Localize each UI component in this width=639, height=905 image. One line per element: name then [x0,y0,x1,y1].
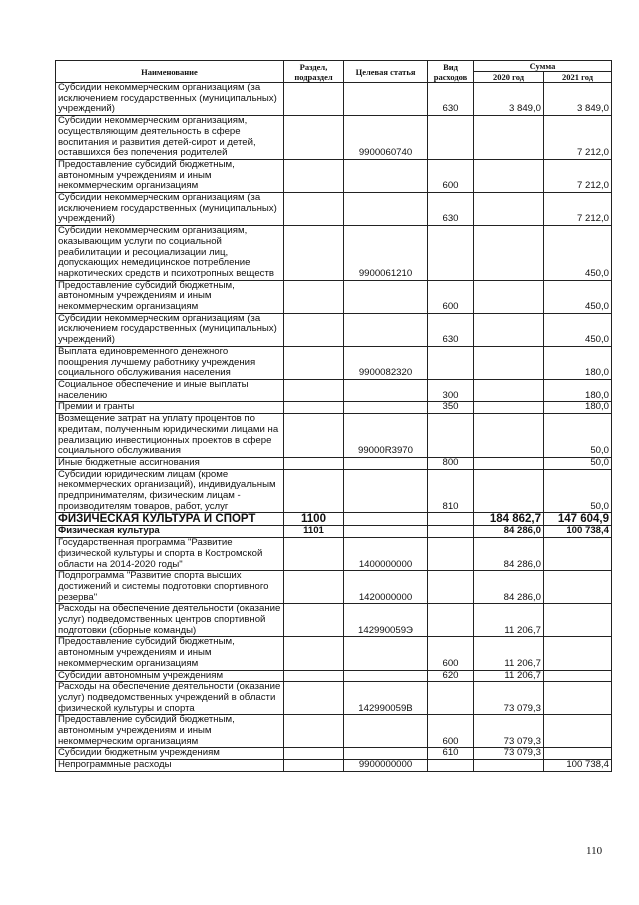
cell-name: Физическая культура [56,526,284,538]
cell-name: Субсидии некоммерческим организациям (за исключением государственных (муниципальных) учреждений) [56,313,284,346]
cell-target: 99000R3970 [344,414,428,458]
table-row [56,513,612,526]
cell-2020 [474,457,544,469]
table-row [56,280,612,313]
cell-2020 [474,346,544,379]
header-year-2021: 2021 год [544,72,612,83]
table-row [56,313,612,346]
cell-section [284,670,344,682]
cell-name: Субсидии бюджетным учреждениям [56,748,284,760]
cell-type [428,526,474,538]
cell-section [284,571,344,604]
cell-2021 [544,682,612,715]
cell-type [428,226,474,281]
cell-2021: 450,0 [544,226,612,281]
table-row [56,715,612,748]
cell-name: Подпрограмма "Развитие спорта высших достижений и системы подготовки спортивного резерва" [56,571,284,604]
table-row [56,637,612,670]
table-row [56,469,612,513]
cell-target [344,402,428,414]
cell-target [344,513,428,526]
cell-section [284,402,344,414]
cell-name: Субсидии автономным учреждениям [56,670,284,682]
cell-2020: 84 286,0 [474,571,544,604]
table-row [56,159,612,192]
cell-section [284,414,344,458]
cell-target [344,457,428,469]
table-row [56,760,612,772]
cell-name: Непрограммные расходы [56,760,284,772]
cell-name: Предоставление субсидий бюджетным, автономным учреждениям и иным некоммерческим организациям [56,280,284,313]
cell-target [344,469,428,513]
cell-2021: 100 738,4 [544,760,612,772]
cell-section [284,604,344,637]
budget-table-sheet [55,60,611,772]
cell-2020: 84 286,0 [474,526,544,538]
cell-2021: 450,0 [544,280,612,313]
cell-type: 610 [428,748,474,760]
cell-2020: 84 286,0 [474,538,544,571]
cell-target [344,715,428,748]
table-row [56,83,612,116]
table-row [56,457,612,469]
cell-section [284,469,344,513]
cell-2021: 7 212,0 [544,159,612,192]
cell-name: Субсидии некоммерческим организациям, оказывающим услуги по социальной реабилитации и ресоциализации лиц, допускающих немедицинское потребление наркотических средств и психотропных веществ [56,226,284,281]
cell-target [344,159,428,192]
cell-2020 [474,402,544,414]
cell-section [284,226,344,281]
cell-2021: 147 604,9 [544,513,612,526]
cell-type [428,414,474,458]
cell-2021: 50,0 [544,414,612,458]
cell-2020 [474,469,544,513]
table-row [56,670,612,682]
cell-target: 9900000000 [344,760,428,772]
cell-section: 1101 [284,526,344,538]
cell-name: Предоставление субсидий бюджетным, автономным учреждениям и иным некоммерческим организациям [56,637,284,670]
cell-name: Государственная программа "Развитие физической культуры и спорта в Костромской области на 2014-2020 годы" [56,538,284,571]
cell-2020: 73 079,3 [474,682,544,715]
cell-type: 800 [428,457,474,469]
header-sum: Сумма [474,61,612,72]
cell-2021: 3 849,0 [544,83,612,116]
cell-target: 142990059Э [344,604,428,637]
cell-2020 [474,414,544,458]
cell-type: 620 [428,670,474,682]
cell-section [284,346,344,379]
cell-2021: 7 212,0 [544,193,612,226]
cell-type: 810 [428,469,474,513]
cell-2021: 450,0 [544,313,612,346]
cell-2021: 50,0 [544,457,612,469]
cell-type [428,538,474,571]
cell-2020 [474,760,544,772]
cell-2021: 7 212,0 [544,116,612,160]
table-row [56,226,612,281]
cell-type [428,116,474,160]
cell-target: 9900060740 [344,116,428,160]
cell-name: Субсидии некоммерческим организациям (за исключением государственных (муниципальных) учреждений) [56,83,284,116]
cell-target: 1420000000 [344,571,428,604]
cell-section [284,748,344,760]
header-section: Раздел, подраздел [284,61,344,83]
cell-2020 [474,226,544,281]
cell-name: Расходы на обеспечение деятельности (оказание услуг) подведомственных центров спортивной подготовки (сборные команды) [56,604,284,637]
cell-name: Выплата единовременного денежного поощрения лучшему работнику учреждения социального обслуживания населения [56,346,284,379]
cell-type: 600 [428,715,474,748]
table-row [56,571,612,604]
table-row [56,193,612,226]
header-type: Вид расходов [428,61,474,83]
table-row [56,414,612,458]
cell-type [428,513,474,526]
cell-2021: 100 738,4 [544,526,612,538]
cell-target: 9900061210 [344,226,428,281]
cell-name: Расходы на обеспечение деятельности (оказание услуг) подведомственных учреждений в области физической культуры и спорта [56,682,284,715]
cell-2020 [474,280,544,313]
table-row [56,604,612,637]
cell-section [284,715,344,748]
cell-name: Субсидии некоммерческим организациям, осуществляющим деятельность в сфере воспитания и развития детей-сирот и детей, оставшихся без попечения родителей [56,116,284,160]
cell-2021: 180,0 [544,402,612,414]
cell-target [344,670,428,682]
cell-type [428,682,474,715]
cell-section [284,682,344,715]
cell-type: 600 [428,280,474,313]
cell-target [344,313,428,346]
cell-section [284,280,344,313]
cell-2020 [474,193,544,226]
cell-2021 [544,715,612,748]
table-row [56,402,612,414]
table-body [56,83,612,772]
cell-section [284,83,344,116]
cell-target [344,379,428,401]
cell-type: 300 [428,379,474,401]
cell-2020: 73 079,3 [474,748,544,760]
header-target: Целевая статья [344,61,428,83]
cell-section [284,538,344,571]
cell-type [428,760,474,772]
table-row [56,748,612,760]
header-name: Наименование [56,61,284,83]
cell-2020: 11 206,7 [474,637,544,670]
cell-target [344,526,428,538]
cell-name: Субсидии некоммерческим организациям (за исключением государственных (муниципальных) учреждений) [56,193,284,226]
page-number: 110 [586,845,603,857]
cell-type: 630 [428,193,474,226]
cell-name: Субсидии юридическим лицам (кроме некоммерческих организаций), индивидуальным предпринимателям, физическим лицам - производителям товаров, работ, услуг [56,469,284,513]
header-year-2020: 2020 год [474,72,544,83]
cell-2020 [474,379,544,401]
cell-type: 600 [428,159,474,192]
cell-section [284,193,344,226]
cell-type: 600 [428,637,474,670]
cell-target [344,193,428,226]
cell-section [284,116,344,160]
cell-target: 1400000000 [344,538,428,571]
cell-type [428,604,474,637]
table-row [56,526,612,538]
cell-target: 142990059В [344,682,428,715]
cell-section: 1100 [284,513,344,526]
table-row [56,682,612,715]
cell-type: 350 [428,402,474,414]
cell-type [428,346,474,379]
budget-table [55,60,612,772]
cell-name: ФИЗИЧЕСКАЯ КУЛЬТУРА И СПОРТ [56,513,284,526]
cell-2021 [544,538,612,571]
cell-type: 630 [428,313,474,346]
cell-2021: 180,0 [544,379,612,401]
cell-2021: 50,0 [544,469,612,513]
cell-name: Возмещение затрат на уплату процентов по кредитам, полученным юридическими лицами на реализацию инвестиционных проектов в сфере социального обслуживания [56,414,284,458]
cell-2020 [474,116,544,160]
cell-target [344,748,428,760]
cell-2021 [544,748,612,760]
cell-section [284,760,344,772]
cell-section [284,457,344,469]
cell-target [344,280,428,313]
cell-section [284,379,344,401]
cell-name: Предоставление субсидий бюджетным, автономным учреждениям и иным некоммерческим организациям [56,159,284,192]
table-row [56,116,612,160]
cell-name: Иные бюджетные ассигнования [56,457,284,469]
cell-name: Социальное обеспечение и иные выплаты населению [56,379,284,401]
cell-2020 [474,159,544,192]
cell-2021 [544,637,612,670]
cell-2020: 11 206,7 [474,670,544,682]
cell-section [284,159,344,192]
cell-2020: 184 862,7 [474,513,544,526]
cell-section [284,637,344,670]
cell-type [428,571,474,604]
cell-target: 9900082320 [344,346,428,379]
table-row [56,346,612,379]
cell-2020: 73 079,3 [474,715,544,748]
table-row [56,538,612,571]
cell-section [284,313,344,346]
cell-name: Премии и гранты [56,402,284,414]
cell-2020 [474,313,544,346]
cell-target [344,83,428,116]
cell-2020: 3 849,0 [474,83,544,116]
cell-2020: 11 206,7 [474,604,544,637]
cell-2021 [544,571,612,604]
cell-type: 630 [428,83,474,116]
cell-2021: 180,0 [544,346,612,379]
cell-2021 [544,604,612,637]
table-row [56,379,612,401]
cell-target [344,637,428,670]
cell-name: Предоставление субсидий бюджетным, автономным учреждениям и иным некоммерческим организациям [56,715,284,748]
cell-2021 [544,670,612,682]
